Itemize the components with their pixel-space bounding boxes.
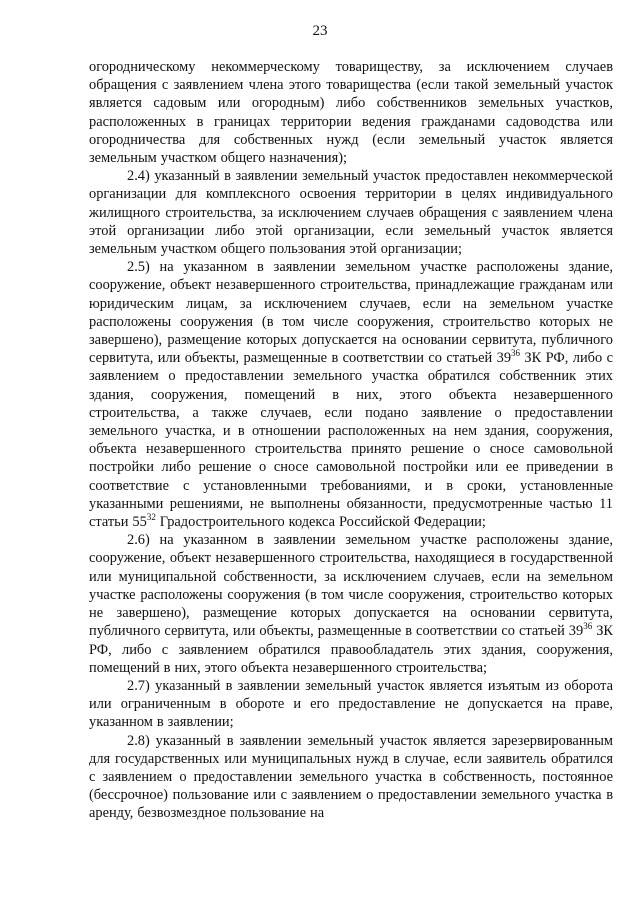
paragraph-text: ЗК РФ, либо с заявлением обратился правообладатель этих здания, сооружения, помещений в них, этого объекта незавершенного строительства; (89, 623, 614, 676)
paragraph-text: Градостроительного кодекса Российской Федерации; (155, 514, 486, 531)
paragraph-2-7 (89, 677, 613, 732)
paragraph-2-5 (89, 258, 613, 531)
paragraph-text: 2.5) на указанном в заявлении земельном участке расположены здание, сооружение, объект незавершенного строительства, принадлежащие гражданам или юридическим лицам, за исключением случаев, если на земельном участке расположены сооружения (в том числе сооружения, строительство которых не завершено), размещение которых допускается на основании сервитута, публичного сервитута, или объекты, размещенные в соответствии со статьей 39 (89, 259, 613, 367)
paragraph-2-8 (89, 732, 613, 823)
paragraph-text: 2.8) указанный в заявлении земельный участок является зарезервированным для государственных или муниципальных нужд в случае, если заявитель обратился с заявлением о предоставлении земельного участка в собственность, постоянное (бессрочное) пользование или с заявлением о предоставлении земельного участка в аренду, безвозмездное пользование на (89, 732, 613, 822)
superscript-reference: 32 (146, 512, 156, 523)
paragraph-text: 2.6) на указанном в заявлении земельном участке расположены здание, сооружение, объект незавершенного строительства, находящиеся в государственной или муниципальной собственности, за исключением случаев, если на земельном участке расположены сооружения (в том числе сооружения, строительство которых не завершено), размещение которых допускается на основании сервитута, публичного сервитута, или объекты, размещенные в соответствии со статьей 39 (89, 532, 613, 640)
paragraph-continuation (89, 58, 613, 167)
superscript-reference: 36 (583, 621, 593, 632)
paragraph-text: огородническому некоммерческому товариществу, за исключением случаев обращения с заявлением члена этого товарищества (если такой земельный участок является садовым или огородным) либо собственников земельных участков, расположенных в границах территории ведения гражданами садоводства или огородничества для собственных нужд (если земельный участок является земельным участком общего назначения); (89, 59, 613, 167)
page-number: 23 (312, 23, 328, 39)
paragraph-2-6 (89, 531, 613, 677)
paragraph-text: ЗК РФ, либо с заявлением о предоставлении земельного участка обратился собственник этих здания, сооружения, помещений в них, этого объекта незавершенного строительства, а также случаев, если подано заявление о предоставлении земельного участка, и в отношении расположенных на нем здания, сооружения, объекта незавершенного строительства принято решение о сносе самовольной постройки либо решение о сносе самовольной постройки или ее приведении в соответствие с установленными требованиями, и в сроки, установленные указанными решениями, не выполнены обязанности, предусмотренные частью 11 статьи 55 (89, 350, 613, 531)
superscript-reference: 36 (511, 348, 521, 359)
page-body (89, 58, 613, 823)
paragraph-2-4 (89, 167, 613, 258)
paragraph-text: 2.7) указанный в заявлении земельный участок является изъятым из оборота или ограниченным в обороте и его предоставление не допускается на праве, указанном в заявлении; (89, 677, 613, 731)
paragraph-text: 2.4) указанный в заявлении земельный участок предоставлен некоммерческой организации для комплексного освоения территории в целях индивидуального жилищного строительства, за исключением случаев обращения с заявлением члена этой организации либо этой организации, если земельный участок является земельным участком общего пользования этой организации; (89, 168, 613, 258)
